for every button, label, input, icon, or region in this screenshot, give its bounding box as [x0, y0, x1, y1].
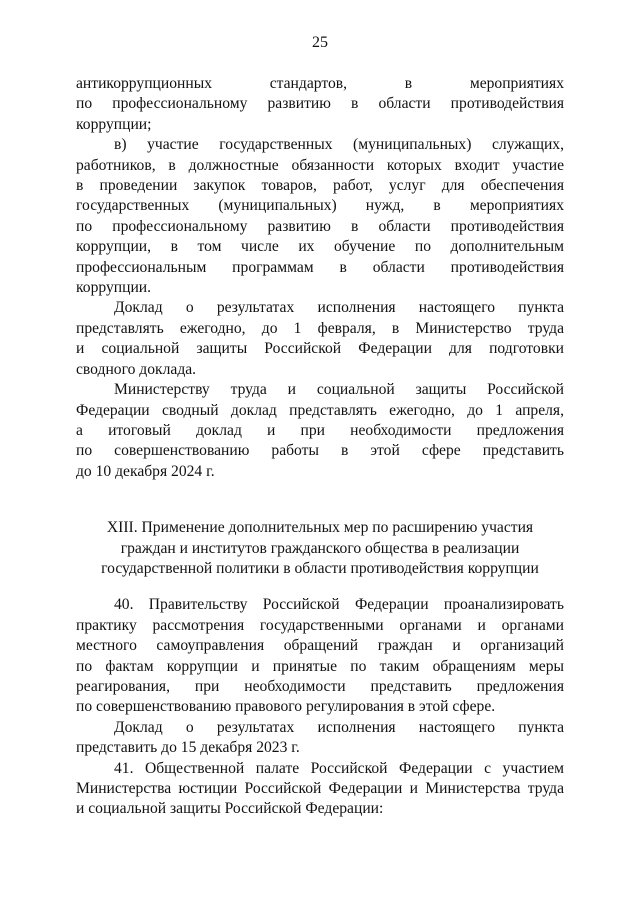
- text-line: в проведении закупок товаров, работ, услуг для обеспечения: [76, 177, 564, 195]
- text-line: а итоговый доклад и при необходимости предложения: [76, 421, 564, 439]
- text-line: реагирования, при необходимости представить предложения: [76, 677, 564, 695]
- heading-line: государственной политики в области противодействия коррупции: [101, 559, 539, 577]
- text-line: местного самоуправления обращений граждан и организаций: [76, 637, 564, 655]
- text-line: государственных (муниципальных) нужд, в мероприятиях: [76, 197, 564, 215]
- text-line: и социальной защиты Российской Федерации:: [76, 800, 384, 818]
- text-line: практику рассмотрения государственными органами и органами: [76, 616, 564, 634]
- paragraph-ministry-summary: [76, 380, 564, 482]
- page-number: 25: [312, 34, 328, 51]
- text-line: сводного доклада.: [76, 360, 197, 378]
- text-line: в) участие государственных (муниципальных) служащих,: [114, 136, 564, 154]
- text-line: и социальной защиты Российской Федерации для подготовки: [76, 340, 564, 358]
- text-line: представлять ежегодно, до 1 февраля, в Министерство труда: [76, 319, 564, 337]
- text-line: антикоррупционных стандартов, в мероприятиях: [76, 75, 564, 92]
- heading-line: XIII. Применение дополнительных мер по расширению участия: [106, 519, 534, 537]
- paragraph-item-v: [76, 135, 564, 298]
- paragraph-item-40: [76, 595, 564, 717]
- text-line: по фактам коррупции и принятые по таким обращениям меры: [76, 657, 564, 675]
- text-line: Министерству труда и социальной защиты Российской: [114, 381, 564, 399]
- text-line: Доклад о результатах исполнения настоящего пункта: [114, 299, 564, 317]
- text-line: 40. Правительству Российской Федерации проанализировать: [114, 596, 564, 614]
- section-heading: [76, 518, 564, 579]
- text-line: профессиональным программам в области противодействия: [76, 258, 564, 276]
- text-line: Доклад о результатах исполнения настоящего пункта: [114, 718, 564, 736]
- text-line: до 10 декабря 2024 г.: [76, 462, 215, 480]
- text-line: по совершенствованию работы в этой сфере представить: [76, 442, 564, 460]
- text-line: 41. Общественной палате Российской Федерации с участием: [114, 759, 564, 777]
- text-line: Министерства юстиции Российской Федерации и Министерства труда: [76, 780, 564, 797]
- text-line: по профессиональному развитию в области противодействия: [76, 217, 564, 235]
- paragraph-item-41: [76, 759, 564, 820]
- text-line: коррупции, в том числе их обучение по дополнительным: [76, 238, 564, 256]
- text-line: коррупции.: [76, 279, 152, 297]
- text-line: работников, в должностные обязанности которых входит участие: [76, 156, 564, 174]
- document-body: [76, 74, 564, 820]
- text-line: представить до 15 декабря 2023 г.: [76, 739, 300, 757]
- text-line: коррупции;: [76, 115, 152, 133]
- paragraph-report-december: [76, 718, 564, 759]
- text-line: Федерации сводный доклад представлять ежегодно, до 1 апреля,: [76, 401, 564, 419]
- text-line: по совершенствованию правового регулирования в этой сфере.: [76, 698, 496, 716]
- text-line: по профессиональному развитию в области противодействия: [76, 95, 564, 113]
- paragraph-report-february: [76, 298, 564, 380]
- heading-line: граждан и институтов гражданского общества в реализации: [120, 539, 520, 557]
- paragraph-anticorruption-standards: [76, 74, 564, 135]
